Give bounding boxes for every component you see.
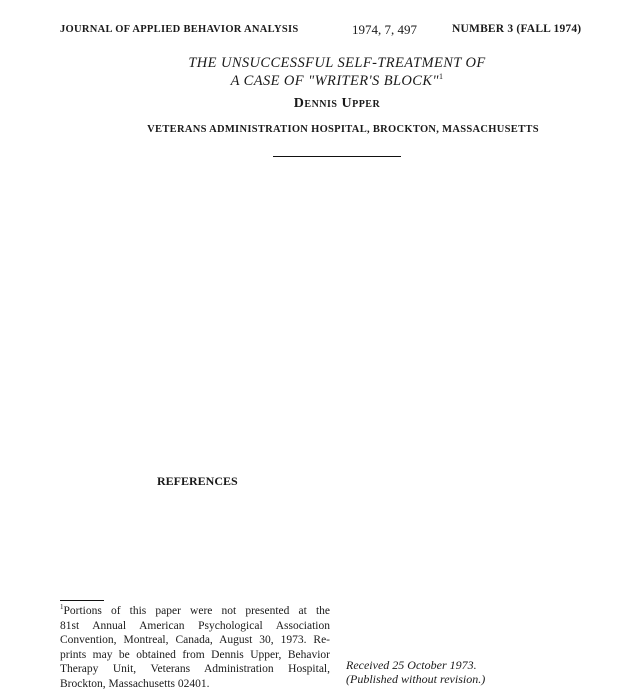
journal-name: JOURNAL OF APPLIED BEHAVIOR ANALYSIS (60, 24, 299, 35)
title-divider (273, 156, 401, 157)
footnote-line: prints may be obtained from Dennis Upper, Behavior (60, 648, 330, 661)
article-title-line-2-text: A CASE OF "WRITER'S BLOCK" (230, 73, 439, 89)
footnote-line: Therapy Unit, Veterans Administration Hospital, (60, 663, 330, 675)
author-name: Dennis Upper (293, 96, 381, 111)
volume-info: 1974, 7, 497 (352, 22, 417, 37)
footnote-mark: 1 (60, 603, 64, 612)
footnote-line: 81st Annual American Psychological Association (60, 619, 330, 632)
issue-number: NUMBER 3 (FALL 1974) (452, 23, 582, 35)
article-title-line-2 (0, 73, 640, 90)
footnote-line-text: Portions of this paper were not presented at the (63, 605, 330, 617)
footnote-divider (60, 600, 104, 601)
article-title-line-1: THE UNSUCCESSFUL SELF-TREATMENT OF (188, 55, 486, 71)
footnote-line (60, 604, 330, 619)
title-footnote-mark: 1 (438, 72, 444, 82)
footnote-line: Convention, Montreal, Canada, August 30, 1973. Re- (60, 634, 330, 646)
received-date: Received 25 October 1973. (346, 658, 477, 672)
footnote (60, 604, 330, 691)
author-affiliation: VETERANS ADMINISTRATION HOSPITAL, BROCKTON, MASSACHUSETTS (147, 124, 539, 135)
references-heading: REFERENCES (157, 474, 238, 488)
footnote-line: Brockton, Massachusetts 02401. (60, 677, 210, 690)
publication-note: (Published without revision.) (346, 672, 486, 686)
